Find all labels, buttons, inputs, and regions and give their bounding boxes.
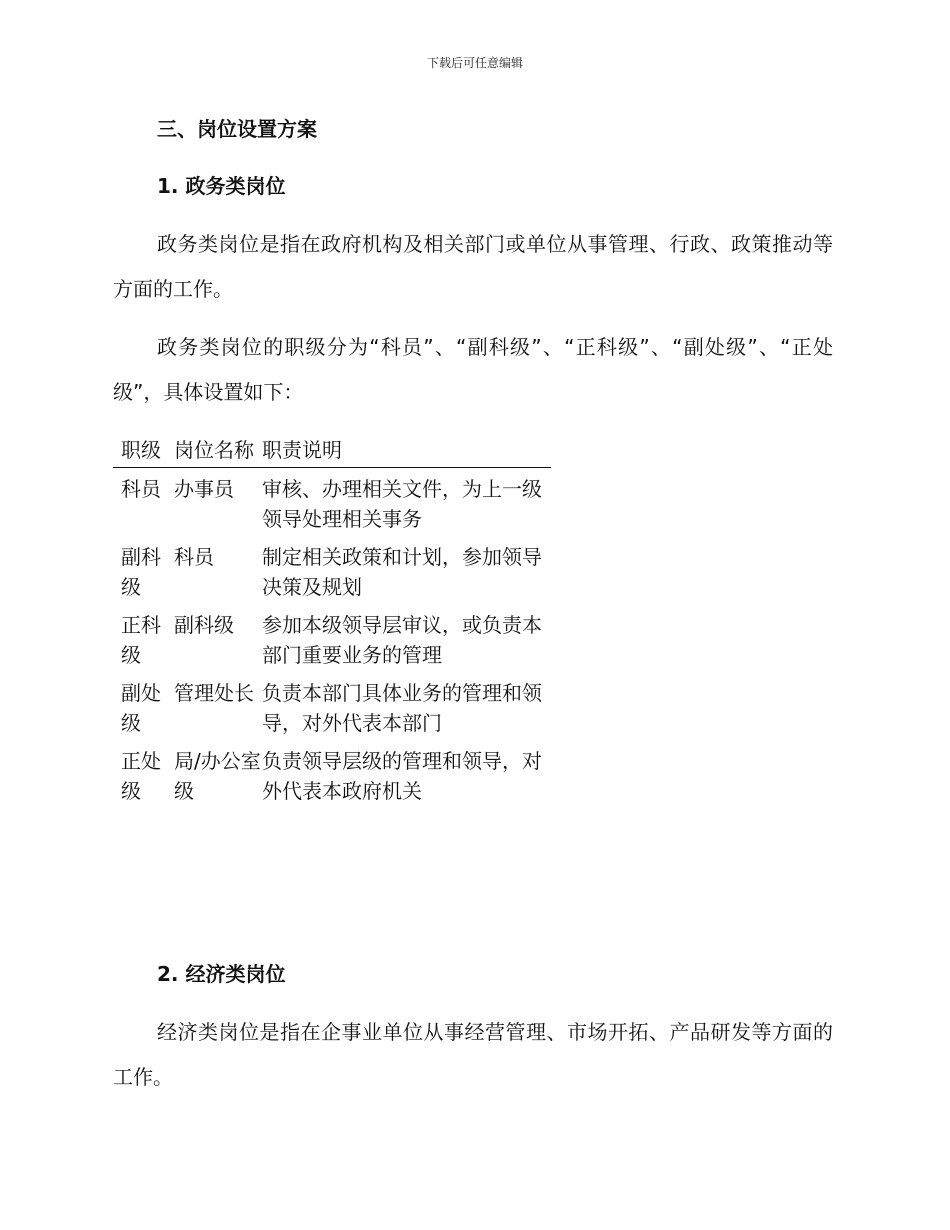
header-rank: 职级 (113, 435, 162, 468)
cell-duty: 负责本部门具体业务的管理和领导，对外代表本部门 (262, 681, 542, 735)
table-row (113, 468, 551, 539)
cell-position: 科员 (174, 545, 214, 569)
subsection-1-title: 1. 政务类岗位 (157, 174, 286, 198)
header-duty: 职责说明 (262, 435, 551, 468)
table-row (113, 606, 551, 674)
table-row (113, 742, 551, 810)
subsection-1-paragraph-1: 政务类岗位是指在政府机构及相关部门或单位从事管理、行政、政策推动等方面的工作。 (113, 232, 833, 301)
subsection-2-title: 2. 经济类岗位 (157, 962, 286, 986)
cell-position: 办事员 (174, 477, 234, 501)
cell-position: 管理处长 (174, 681, 254, 705)
subsection-1-paragraph-2: 政务类岗位的职级分为“科员”、“副科级”、“正科级”、“副处级”、“正处级”，具体设置如下： (113, 335, 833, 404)
table-header-row (113, 435, 551, 468)
cell-rank: 科员 (121, 477, 161, 501)
cell-rank: 正科级 (121, 613, 161, 667)
subsection-2-paragraph-1: 经济类岗位是指在企事业单位从事经营管理、市场开拓、产品研发等方面的工作。 (113, 1020, 833, 1089)
cell-position: 局/办公室级 (174, 749, 261, 803)
page-header-note: 下载后可任意编辑 (426, 56, 523, 70)
table-row (113, 674, 551, 742)
cell-duty: 审核、办理相关文件，为上一级领导处理相关事务 (262, 477, 542, 531)
cell-rank: 副科级 (121, 545, 161, 599)
cell-position: 副科级 (174, 613, 234, 637)
cell-duty: 负责领导层级的管理和领导，对外代表本政府机关 (262, 749, 542, 803)
header-position: 岗位名称 (162, 435, 262, 468)
cell-rank: 副处级 (121, 681, 161, 735)
cell-rank: 正处级 (121, 749, 161, 803)
table-row (113, 538, 551, 606)
cell-duty: 制定相关政策和计划，参加领导决策及规划 (262, 545, 542, 599)
rank-table (113, 435, 551, 810)
cell-duty: 参加本级领导层审议，或负责本部门重要业务的管理 (262, 613, 542, 667)
section-title: 三、岗位设置方案 (157, 117, 317, 141)
